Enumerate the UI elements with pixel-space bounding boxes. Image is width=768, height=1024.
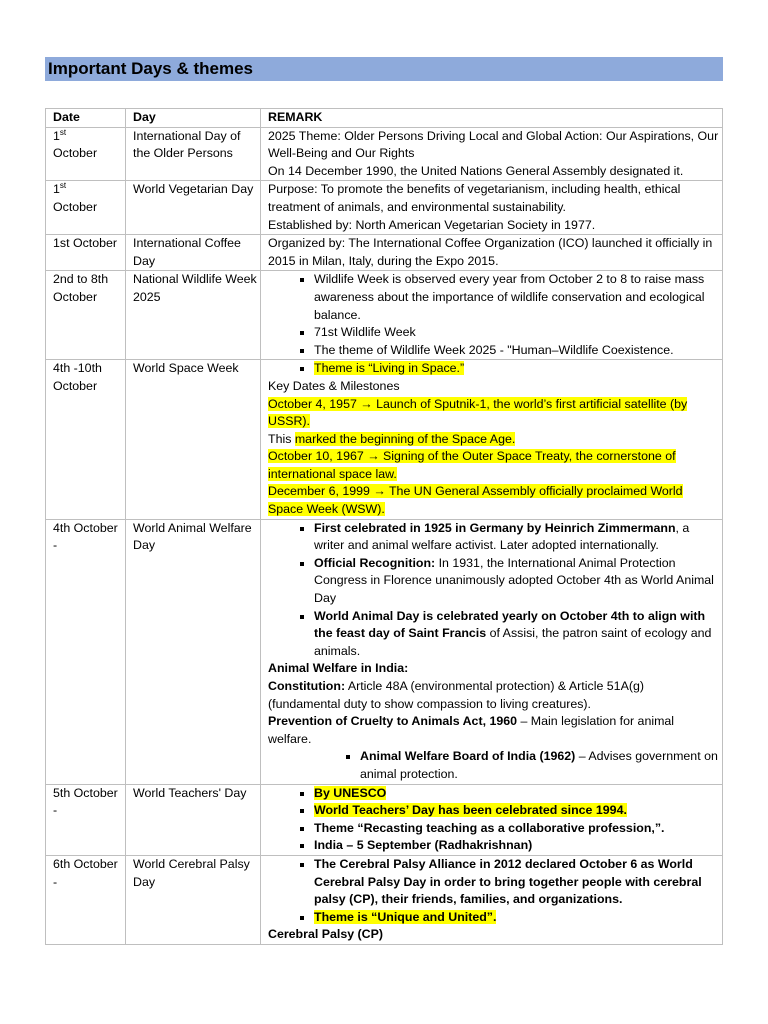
page-title: Important Days & themes xyxy=(45,57,723,81)
list-item: ▪ The Cerebral Palsy Alliance in 2012 declared October 6 as World Cerebral Palsy Day in order to bring together people with cerebral palsy (CP), their friends, families, and organizations. xyxy=(314,856,719,909)
day-cell: World Teachers' Day xyxy=(126,784,261,855)
list-item xyxy=(314,360,719,378)
list-item xyxy=(314,909,719,927)
highlighted-text: World Teachers’ Day has been celebrated since 1994. xyxy=(314,803,627,818)
remark-cell: ▪ Theme is “Living in Space.” Key Dates & Milestones October 4, 1957 → Launch of Sputnik-1, the world’s first artificial satellite (by USSR). This marked the beginning of the Space Age. October 10, 1967 → Signing of the Outer Space Treaty, the cornerstone of international space law. December 6, 1999 → The UN General Assembly officially proclaimed World Space Week (WSW). xyxy=(261,360,723,519)
remark-cell: ▪ First celebrated in 1925 in Germany by Heinrich Zimmermann, a writer and animal welfare activist. Later adopted internationally. ▪ Official Recognition: In 1931, the International Animal Protection Congress in Florence unanimously adopted October 4th as World Animal Day ▪ World Animal Day is celebrated yearly on October 4th to align with the feast day of Saint Francis of Assisi, the patron saint of ecology and animals. Animal Welfare in India: Constitution: Article 48A (environmental protection) & Article 51A(g) (fundamental duty to show compassion to living creatures). Prevention of Cruelty to Animals Act, 1960 – Main legislation for animal welfare. ▪ Animal Welfare Board of India (1962) – Advises government on animal protection. xyxy=(261,519,723,784)
list-item: ▪ The theme of Wildlife Week 2025 - "Human–Wildlife Coexistence. xyxy=(314,342,719,360)
date-cell: 2nd to 8th October xyxy=(46,271,126,360)
day-cell: World Animal Welfare Day xyxy=(126,519,261,784)
list-item xyxy=(314,802,719,820)
table-row xyxy=(46,127,723,181)
header-remark: REMARK xyxy=(261,109,723,128)
highlighted-text: October 4, 1957 → Launch of Sputnik-1, the world’s first artificial satellite (by USSR). xyxy=(268,396,688,429)
highlighted-text: October 10, 1967 → Signing of the Outer Space Treaty, the cornerstone of international space law. xyxy=(268,449,676,481)
date-cell: 4th -10th October xyxy=(46,360,126,519)
header-day: Day xyxy=(126,109,261,128)
important-days-table xyxy=(45,108,723,945)
date-cell: 1st October xyxy=(46,235,126,271)
highlighted-text: By UNESCO xyxy=(314,785,387,800)
date-cell: 1st October xyxy=(46,127,126,181)
day-cell: World Space Week xyxy=(126,360,261,519)
day-cell: International Coffee Day xyxy=(126,235,261,271)
date-cell: 6th October - xyxy=(46,855,126,944)
list-item: ▪ Official Recognition: In 1931, the International Animal Protection Congress in Florence unanimously adopted October 4th as World Animal Day xyxy=(314,555,719,608)
bullet-list xyxy=(268,271,719,359)
list-item: ▪ Wildlife Week is observed every year from October 2 to 8 to raise mass awareness about the importance of wildlife conservation and ecological balance. xyxy=(314,271,719,324)
date-cell: 5th October - xyxy=(46,784,126,855)
day-cell: World Vegetarian Day xyxy=(126,181,261,235)
list-item: ▪ World Animal Day is celebrated yearly on October 4th to align with the feast day of Saint Francis of Assisi, the patron saint of ecology and animals. xyxy=(314,608,719,661)
table-row xyxy=(46,271,723,360)
highlighted-text: marked the beginning of the Space Age. xyxy=(294,431,516,446)
subheading: Key Dates & Milestones xyxy=(268,378,400,393)
bullet-list xyxy=(268,748,719,783)
day-cell: World Cerebral Palsy Day xyxy=(126,855,261,944)
remark-cell xyxy=(261,784,723,855)
table-row xyxy=(46,855,723,944)
list-item: ▪ First celebrated in 1925 in Germany by Heinrich Zimmermann, a writer and animal welfare activist. Later adopted internationally. xyxy=(314,520,719,555)
highlighted-text: Theme is “Unique and United”. xyxy=(314,909,497,924)
table-header-row xyxy=(46,109,723,128)
list-item: ▪ India – 5 September (Radhakrishnan) xyxy=(314,837,719,855)
bullet-list xyxy=(268,856,719,926)
table-row xyxy=(46,235,723,271)
remark-cell: 2025 Theme: Older Persons Driving Local and Global Action: Our Aspirations, Our Well-Being and Our Rights On 14 December 1990, the United Nations General Assembly designated it. xyxy=(261,127,723,181)
subheading: Cerebral Palsy (CP) xyxy=(268,927,384,942)
remark-cell xyxy=(261,855,723,944)
bullet-list xyxy=(268,360,719,378)
table-row xyxy=(46,181,723,235)
list-item xyxy=(314,785,719,803)
date-cell: 4th October - xyxy=(46,519,126,784)
bullet-list xyxy=(268,520,719,661)
remark-cell: Organized by: The International Coffee Organization (ICO) launched it officially in 2015 in Milan, Italy, during the Expo 2015. xyxy=(261,235,723,271)
list-item: ▪ Animal Welfare Board of India (1962) – Advises government on animal protection. xyxy=(360,748,719,783)
day-cell: National Wildlife Week 2025 xyxy=(126,271,261,360)
remark-cell xyxy=(261,271,723,360)
list-item: ▪ 71st Wildlife Week xyxy=(314,324,719,342)
table-row xyxy=(46,784,723,855)
day-cell: International Day of the Older Persons xyxy=(126,127,261,181)
table-row xyxy=(46,519,723,784)
bullet-list xyxy=(268,785,719,855)
header-date: Date xyxy=(46,109,126,128)
list-item: ▪ Theme “Recasting teaching as a collaborative profession,”. xyxy=(314,820,719,838)
subheading: Animal Welfare in India: xyxy=(268,661,409,676)
table-row xyxy=(46,360,723,519)
highlighted-text: December 6, 1999 → The UN General Assembly officially proclaimed World Space Week (WSW). xyxy=(268,484,683,517)
date-cell: 1st October xyxy=(46,181,126,235)
remark-cell: Purpose: To promote the benefits of vegetarianism, including health, ethical treatment of animals, and environmental sustainability. Established by: North American Vegetarian Society in 1977. xyxy=(261,181,723,235)
highlighted-text: Theme is “Living in Space.” xyxy=(314,361,465,376)
